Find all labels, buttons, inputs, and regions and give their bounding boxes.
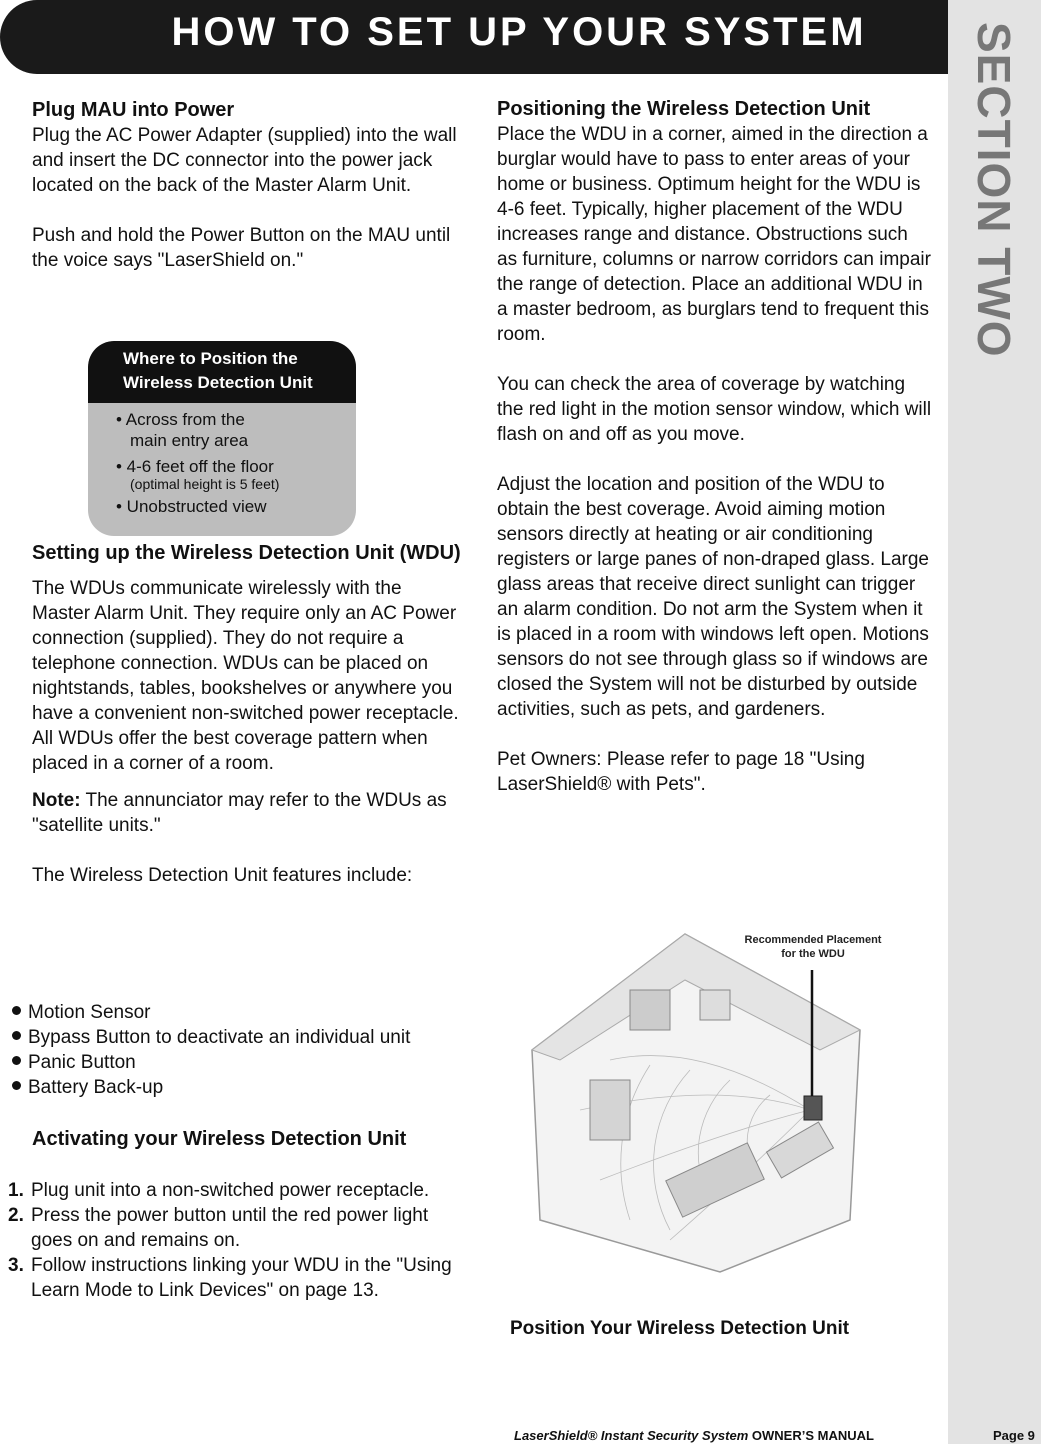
list-item — [12, 1000, 410, 1025]
illustration-label — [728, 933, 898, 961]
list-item-text: Bypass Button to deactivate an individual unit — [28, 1027, 411, 1048]
setup-heading: Setting up the Wireless Detection Unit (WDU) — [32, 542, 461, 564]
step-number: 2. — [8, 1205, 24, 1226]
callout-item-subtext: (optimal height is 5 feet) — [130, 476, 280, 492]
list-item-text: Battery Back-up — [28, 1077, 164, 1098]
setup-paragraph: The WDUs communicate wirelessly with the Master Alarm Unit. They require only an AC Power connection (supplied). They do not require a telephone connection. WDUs can be placed on nightstands, tables, bookshelves or anywhere you have a convenient non-switched power receptacle. All WDUs offer the best coverage pattern when placed in a corner of a room. — [32, 578, 459, 774]
step-number: 3. — [8, 1255, 24, 1276]
callout-item — [116, 496, 356, 517]
callout-title-line: Where to Position the — [123, 349, 298, 368]
callout-item-text: • 4-6 feet off the floor — [116, 457, 274, 476]
plug-heading: Plug MAU into Power — [32, 99, 235, 121]
step-text: Plug unit into a non-switched power receptacle. — [31, 1180, 430, 1201]
features-list — [12, 1000, 410, 1100]
illustration-label-line: Recommended Placement — [744, 934, 882, 946]
note-text: The annunciator may refer to the WDUs as "satellite units." — [32, 790, 447, 836]
page-title: HOW TO SET UP YOUR SYSTEM — [171, 10, 867, 54]
bullet-icon — [12, 1031, 21, 1040]
footer — [514, 1428, 874, 1443]
note-paragraph — [32, 788, 464, 838]
position-paragraph-4: Pet Owners: Please refer to page 18 "Using LaserShield® with Pets". — [497, 749, 865, 795]
position-callout — [88, 341, 356, 536]
plug-paragraph-1: Plug the AC Power Adapter (supplied) into the wall and insert the DC connector into the power jack located on the back of the Master Alarm Unit. — [32, 125, 457, 196]
position-paragraph-2: You can check the area of coverage by watching the red light in the motion sensor window, which will flash on and off as you move. — [497, 374, 932, 445]
callout-item-text: • Unobstructed view — [116, 497, 267, 516]
step-number: 1. — [8, 1180, 24, 1201]
callout-title-line: Wireless Detection Unit — [123, 373, 313, 392]
footer-manual: OWNER’S MANUAL — [748, 1428, 874, 1443]
illustration-caption: Position Your Wireless Detection Unit — [510, 1318, 850, 1339]
activation-steps — [8, 1178, 458, 1303]
note-label: Note: — [32, 790, 81, 811]
activate-heading: Activating your Wireless Detection Unit — [32, 1128, 407, 1150]
wdu-device — [804, 1096, 822, 1120]
list-item — [8, 1253, 458, 1303]
bullet-icon — [12, 1006, 21, 1015]
callout-item — [116, 409, 356, 451]
callout-title — [88, 341, 356, 403]
page-number: Page 9 — [993, 1428, 1035, 1443]
room-illustration — [520, 920, 880, 1280]
callout-item — [116, 456, 356, 491]
list-item — [12, 1075, 410, 1100]
bullet-icon — [12, 1081, 21, 1090]
callout-item-text: main entry area — [130, 431, 249, 450]
bullet-icon — [12, 1056, 21, 1065]
list-item-text: Motion Sensor — [28, 1002, 151, 1023]
position-paragraph-3: Adjust the location and position of the WDU to obtain the best coverage. Avoid aiming motion sensors directly at heating or air conditioning registers or large panes of non-draped glass. Large glass areas that receive direct sunlight can trigger an alarm condition. Do not arm the System when it is placed in a room with windows left open. Motions sensors do not see through glass so if windows are closed the System will not be disturbed by outside activities, such as pets, and gardeners. — [497, 474, 929, 720]
plug-paragraph-2: Push and hold the Power Button on the MAU until the voice says "LaserShield on." — [32, 225, 451, 271]
step-text: Press the power button until the red power light goes on and remains on. — [31, 1205, 429, 1251]
right-column — [497, 97, 932, 797]
step-text: Follow instructions linking your WDU in the "Using Learn Mode to Link Devices" on page 13. — [31, 1255, 452, 1301]
position-heading: Positioning the Wireless Detection Unit — [497, 98, 871, 120]
position-paragraph-1: Place the WDU in a corner, aimed in the direction a burglar would have to pass to enter areas of your home or business. Optimum height for the WDU is 4-6 feet. Typically, higher placement of the WDU increases range and distance. Obstructions such as furniture, columns or narrow corridors can impair the range of detection. Place an additional WDU in a master bedroom, as burglars tend to frequent this room. — [497, 124, 931, 345]
list-item — [8, 1178, 458, 1203]
features-intro: The Wireless Detection Unit features include: — [32, 865, 413, 886]
callout-list — [88, 403, 356, 517]
section-label: SECTION TWO — [968, 22, 1020, 358]
callout-item-text: • Across from the — [116, 410, 245, 429]
list-item — [12, 1050, 410, 1075]
list-item-text: Panic Button — [28, 1052, 136, 1073]
list-item — [8, 1203, 458, 1253]
list-item — [12, 1025, 410, 1050]
footer-brand: LaserShield® Instant Security System — [514, 1428, 749, 1443]
illustration-label-line: for the WDU — [781, 948, 845, 960]
